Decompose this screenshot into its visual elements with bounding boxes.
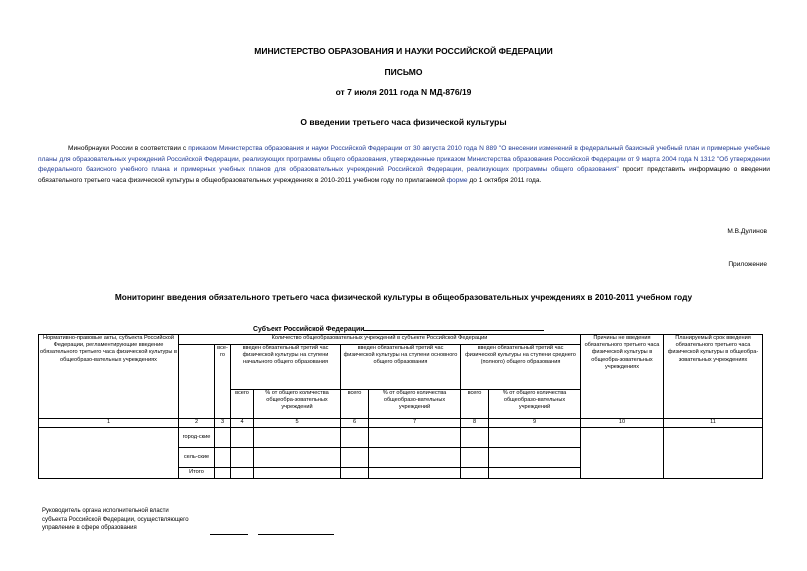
appendix-label: Приложение xyxy=(728,261,767,268)
column-number: 9 xyxy=(489,419,581,428)
column-number: 3 xyxy=(215,419,231,428)
sub-percent-basic: % от общего количества общеобразо-вательных учреждений xyxy=(369,390,461,419)
data-cell[interactable] xyxy=(369,428,461,448)
data-cell[interactable] xyxy=(341,468,369,479)
column-number: 10 xyxy=(581,419,664,428)
header-empty xyxy=(179,345,215,419)
data-cell[interactable] xyxy=(581,428,664,479)
signature-line[interactable] xyxy=(210,534,248,535)
footer-signatory xyxy=(42,507,189,533)
header-count: Количество общеобразовательных учреждений в субъекте Российской Федерации xyxy=(179,335,581,345)
header-planned: Планируемый срок введения обязательного третьего часа физической культуры в общеобра-зовательных учреждениях xyxy=(664,335,763,419)
data-cell[interactable] xyxy=(215,448,231,468)
row-label-urban: город-ские xyxy=(179,428,215,448)
data-cell[interactable] xyxy=(369,448,461,468)
data-cell[interactable] xyxy=(215,428,231,448)
header-reasons: Причины не введения обязательного третьего часа физической культуры в общеобра-зовательных учреждениях xyxy=(581,335,664,419)
data-cell[interactable] xyxy=(254,428,341,448)
header-basic: введен обязательный третий час физической культуры на ступени основного общего образования xyxy=(341,345,461,390)
header-secondary: введен обязательный третий час физической культуры на ступени среднего (полного) общего образования xyxy=(461,345,581,390)
data-cell[interactable] xyxy=(341,428,369,448)
column-number: 7 xyxy=(369,419,461,428)
sub-total-secondary: всего xyxy=(461,390,489,419)
header-total: все-го xyxy=(215,345,231,419)
body-text-start: Минобрнауки России в соответствии с xyxy=(68,145,189,152)
data-cell[interactable] xyxy=(341,448,369,468)
data-cell[interactable] xyxy=(664,428,763,479)
document-type: ПИСЬМО xyxy=(384,67,423,77)
signature: М.В.Дулинов xyxy=(727,228,767,235)
body-text-middle: просит представить информацию о введении обязательного третьего часа физической культуры в общеобразовательных учреждениях в 2010-2011 учебном году по прилагаемой xyxy=(38,166,770,184)
data-cell[interactable] xyxy=(231,468,254,479)
data-cell[interactable] xyxy=(39,428,179,479)
document-subject: О введении третьего часа физической культуры xyxy=(300,117,507,127)
header-primary: введен обязательный третий час физической культуры на ступени начального общего образования xyxy=(231,345,341,390)
header-legal-acts: Нормативно-правовые акты, субъекта Российской Федерации, регламентирующие введение обязательного третьего часа физической культуры в общеобразо-вательных учреждениях xyxy=(39,335,179,419)
data-cell[interactable] xyxy=(231,448,254,468)
footer-line: субъекта Российской Федерации, осуществляющего xyxy=(42,516,189,523)
document-number: от 7 июля 2011 года N МД-876/19 xyxy=(335,87,472,97)
column-number: 6 xyxy=(341,419,369,428)
column-number: 1 xyxy=(39,419,179,428)
order-link[interactable]: приказом Министерства образования и науки Российской Федерации от 30 августа 2010 года N 889 "О внесении изменений в федеральный базисный учебный план и примерные учебные планы для образовательных учреждений Российской Федерации, реализующих программы общего образования, утвержденные приказом Министерства образования Российской Федерации от 9 марта 2004 года N 1312 "Об утверждении федерального базисного учебного плана и примерных учебных планов для образовательных учреждений Российской Федерации, реализующих программы общего образования" xyxy=(38,145,770,174)
column-number: 8 xyxy=(461,419,489,428)
row-label-rural: сель-ские xyxy=(179,448,215,468)
column-number: 2 xyxy=(179,419,215,428)
column-number: 4 xyxy=(231,419,254,428)
column-number: 11 xyxy=(664,419,763,428)
table-row-urban xyxy=(39,428,763,448)
data-cell[interactable] xyxy=(489,428,581,448)
data-cell[interactable] xyxy=(461,468,489,479)
sub-total-primary: всего xyxy=(231,390,254,419)
sub-percent-secondary: % от общего количества общеобразо-вательных учреждений xyxy=(489,390,581,419)
form-link[interactable]: форме xyxy=(446,176,468,184)
footer-line: управление в сфере образования xyxy=(42,525,137,532)
data-cell[interactable] xyxy=(489,468,581,479)
data-cell[interactable] xyxy=(489,448,581,468)
monitoring-table xyxy=(38,334,763,479)
letter-body xyxy=(38,144,770,186)
data-cell[interactable] xyxy=(461,428,489,448)
data-cell[interactable] xyxy=(231,428,254,448)
data-cell[interactable] xyxy=(369,468,461,479)
footer-line: Руководитель органа исполнительной власти xyxy=(42,508,169,514)
subject-field xyxy=(253,322,544,333)
sub-total-basic: всего xyxy=(341,390,369,419)
monitoring-title: Мониторинг введения обязательного третьего часа физической культуры в общеобразовательных учреждениях в 2010-2011 учебном году xyxy=(114,292,693,302)
column-number: 5 xyxy=(254,419,341,428)
body-text-end: до 1 октября 2011 года. xyxy=(467,176,542,184)
data-cell[interactable] xyxy=(215,468,231,479)
name-line[interactable] xyxy=(258,534,334,535)
data-cell[interactable] xyxy=(254,448,341,468)
data-cell[interactable] xyxy=(254,468,341,479)
ministry-name: МИНИСТЕРСТВО ОБРАЗОВАНИЯ И НАУКИ РОССИЙСКОЙ ФЕДЕРАЦИИ xyxy=(254,46,553,56)
row-label-total: Итого xyxy=(179,468,215,479)
subject-input-line[interactable] xyxy=(364,322,544,331)
sub-percent-primary: % от общего количества общеобра-зовательных учреждений xyxy=(254,390,341,419)
data-cell[interactable] xyxy=(461,448,489,468)
subject-label: Субъект Российской Федерации xyxy=(253,326,365,333)
